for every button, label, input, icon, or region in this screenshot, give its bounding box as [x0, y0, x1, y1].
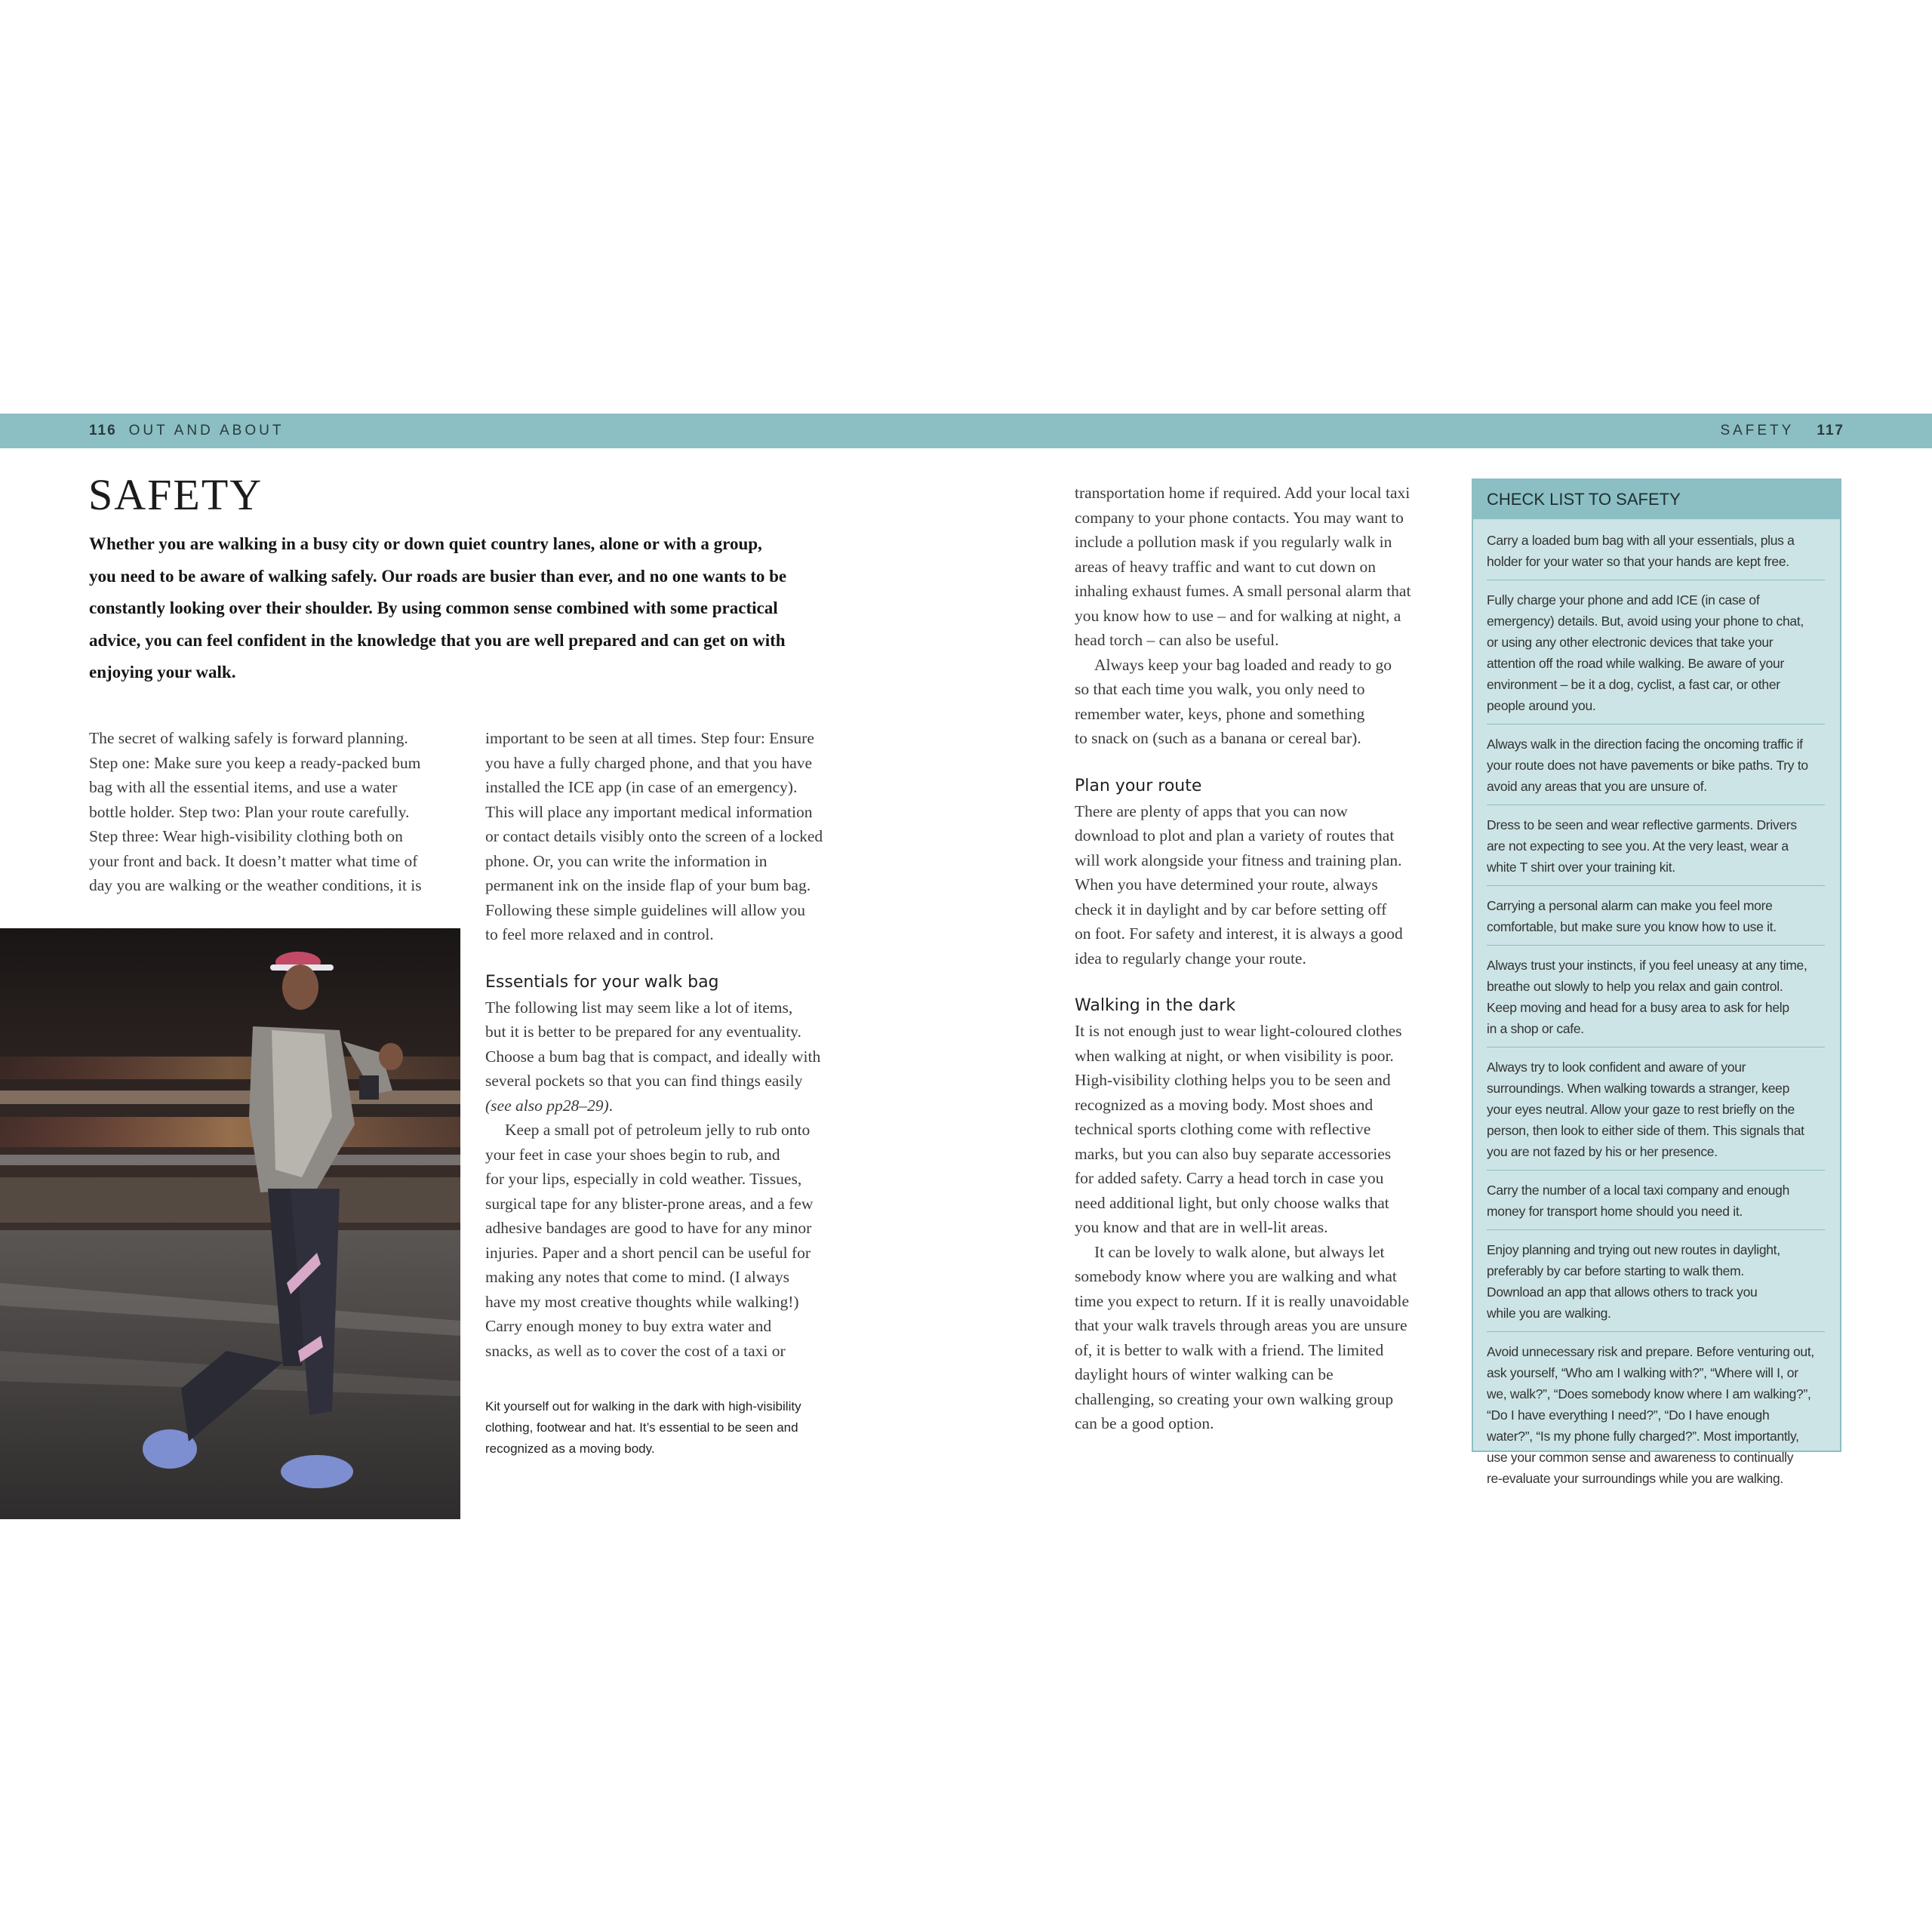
- safety-checklist-box: [1472, 478, 1841, 1486]
- text-line: in a shop or cafe.: [1487, 1021, 1584, 1036]
- text-line: have my most creative thoughts while walking!): [485, 1292, 799, 1311]
- checklist-item: [1487, 589, 1825, 724]
- text-line: you have a fully charged phone, and that you have: [485, 753, 813, 772]
- body-paragraph: [1075, 799, 1452, 971]
- text-line: Step one: Make sure you keep a ready-packed bum: [89, 753, 421, 772]
- text-line: we, walk?”, “Does somebody know where I am walking?”,: [1487, 1386, 1811, 1401]
- text-line: adhesive bandages are good to have for any minor: [485, 1219, 812, 1237]
- left-page-number: 116: [89, 423, 117, 438]
- text-line: are not expecting to see you. At the very least, wear a: [1487, 838, 1789, 854]
- body-paragraph: [485, 995, 859, 1118]
- text-line: emergency) details. But, avoid using your phone to chat,: [1487, 614, 1804, 629]
- text-line: ask yourself, “Who am I walking with?”, “Where will I, or: [1487, 1365, 1798, 1380]
- checklist-item: [1487, 1239, 1825, 1332]
- text-line: Avoid unnecessary risk and prepare. Before venturing out,: [1487, 1344, 1814, 1359]
- text-line: Fully charge your phone and add ICE (in case of: [1487, 592, 1760, 608]
- text-line: areas of heavy traffic and want to cut down on: [1075, 557, 1376, 576]
- text-line: your route does not have pavements or bike paths. Try to: [1487, 758, 1808, 773]
- checklist-item: [1487, 895, 1825, 946]
- text-line: use your common sense and awareness to continually: [1487, 1450, 1794, 1465]
- text-line: When you have determined your route, always: [1075, 875, 1378, 894]
- text-line: making any notes that come to mind. (I always: [485, 1268, 790, 1286]
- text-line: “Do I have everything I need?”, “Do I have enough: [1487, 1407, 1770, 1423]
- text-line: white T shirt over your training kit.: [1487, 860, 1675, 875]
- text-line: environment – be it a dog, cyclist, a fast car, or other: [1487, 677, 1780, 692]
- text-line: so that each time you walk, you only need to: [1075, 680, 1365, 698]
- text-line: Keep a small pot of petroleum jelly to rub onto: [505, 1121, 811, 1139]
- text-line: recognized as a moving body.: [485, 1441, 655, 1456]
- text-line: recognized as a moving body. Most shoes and: [1075, 1095, 1374, 1114]
- body-column-2: [485, 726, 859, 1363]
- text-line: several pockets so that you can find things easily: [485, 1072, 803, 1090]
- text-line: attention off the road while walking. Be aware of your: [1487, 656, 1784, 671]
- text-line: your eyes neutral. Allow your gaze to rest briefly on the: [1487, 1102, 1795, 1117]
- photo-caption: [485, 1396, 840, 1460]
- body-paragraph: [1075, 481, 1452, 653]
- text-line: Always walk in the direction facing the oncoming traffic if: [1487, 737, 1803, 752]
- text-line: breathe out slowly to help you relax and gain control.: [1487, 979, 1783, 994]
- right-running-head: [1720, 414, 1844, 448]
- text-line: but it is better to be prepared for any eventuality.: [485, 1023, 801, 1041]
- text-line: or contact details visibly onto the screen of a locked: [485, 827, 823, 845]
- text-line: you know and that are in well-lit areas.: [1075, 1218, 1328, 1236]
- body-paragraph: [1075, 1240, 1452, 1436]
- text-line: inhaling exhaust fumes. A small personal alarm that: [1075, 582, 1411, 600]
- body-column-1: [89, 726, 459, 898]
- text-line: remember water, keys, phone and something: [1075, 704, 1365, 723]
- checklist-title: CHECK LIST TO SAFETY: [1473, 480, 1840, 519]
- text-line: can be a good option.: [1075, 1414, 1214, 1432]
- text-line: surroundings. When walking towards a stranger, keep: [1487, 1081, 1790, 1096]
- checklist-item: [1487, 1057, 1825, 1171]
- text-line: you need to be aware of walking safely. Our roads are busier than ever, and no one wants to be: [89, 566, 787, 586]
- text-line: somebody know where you are walking and what: [1075, 1267, 1397, 1285]
- checklist-item: [1487, 1180, 1825, 1230]
- text-line: High-visibility clothing helps you to be seen and: [1075, 1071, 1391, 1089]
- text-line: transportation home if required. Add your local taxi: [1075, 484, 1411, 502]
- checklist-item: [1487, 814, 1825, 886]
- text-line: technical sports clothing come with reflective: [1075, 1120, 1371, 1138]
- night-walker-photo: [0, 928, 460, 1519]
- text-line: snacks, as well as to cover the cost of a taxi or: [485, 1341, 786, 1360]
- text-line: avoid any areas that you are unsure of.: [1487, 779, 1707, 794]
- text-line: Following these simple guidelines will allow you: [485, 900, 805, 919]
- text-line: include a pollution mask if you regularly walk in: [1075, 533, 1392, 551]
- body-column-3: [1075, 481, 1452, 1436]
- text-line: It is not enough just to wear light-coloured clothes: [1075, 1022, 1402, 1040]
- text-line: Kit yourself out for walking in the dark with high-visibility: [485, 1399, 801, 1414]
- text-line: The secret of walking safely is forward planning.: [89, 729, 408, 747]
- text-line: injuries. Paper and a short pencil can be useful for: [485, 1243, 811, 1262]
- text-line: permanent ink on the inside flap of your bum bag.: [485, 876, 811, 894]
- text-line: day you are walking or the weather conditions, it is: [89, 876, 422, 894]
- text-line: phone. Or, you can write the information in: [485, 851, 768, 870]
- text-line: need additional light, but only choose walks that: [1075, 1193, 1389, 1212]
- text-line: water?”, “Is my phone fully charged?”. Most importantly,: [1487, 1429, 1799, 1444]
- text-line: Always keep your bag loaded and ready to go: [1094, 655, 1392, 674]
- text-line: important to be seen at all times. Step four: Ensure: [485, 729, 814, 747]
- text-line: will work alongside your fitness and training plan.: [1075, 851, 1402, 869]
- text-line: you know how to use – and for walking at night, a: [1075, 606, 1401, 625]
- checklist-item: [1487, 955, 1825, 1048]
- text-line: The following list may seem like a lot of items,: [485, 998, 793, 1017]
- text-line: Whether you are walking in a busy city or down quiet country lanes, alone or with a group,: [89, 534, 762, 553]
- text-line: Carry enough money to buy extra water and: [485, 1317, 772, 1335]
- text-line: Carry the number of a local taxi company and enough: [1487, 1183, 1790, 1198]
- text-line: bottle holder. Step two: Plan your route carefully.: [89, 802, 410, 821]
- left-section-title: OUT AND ABOUT: [128, 423, 285, 438]
- text-line: marks, but you can also buy separate accessories: [1075, 1144, 1392, 1163]
- text-line: time you expect to return. If it is really unavoidable: [1075, 1291, 1409, 1310]
- text-line: This will place any important medical information: [485, 802, 813, 821]
- text-line: download to plot and plan a variety of routes that: [1075, 826, 1395, 844]
- text-line: that your walk travels through areas you are unsure: [1075, 1316, 1407, 1334]
- text-line: you are not fazed by his or her presence.: [1487, 1144, 1718, 1159]
- text-line: Dress to be seen and wear reflective garments. Drivers: [1487, 817, 1797, 832]
- text-line: while you are walking.: [1487, 1306, 1611, 1321]
- body-paragraph: [485, 726, 859, 947]
- header-band: [0, 414, 1932, 448]
- text-line: of, it is better to walk with a friend. The limited: [1075, 1340, 1384, 1359]
- text-line: bag with all the essential items, and use a water: [89, 778, 398, 796]
- text-line: There are plenty of apps that you can now: [1075, 801, 1348, 820]
- checklist-item: [1487, 530, 1825, 580]
- text-line: Always trust your instincts, if you feel uneasy at any time,: [1487, 958, 1807, 973]
- text-line: Keep moving and head for a busy area to ask for help: [1487, 1000, 1789, 1015]
- text-line: clothing, footwear and hat. It’s essential to be seen and: [485, 1420, 798, 1435]
- text-line: or using any other electronic devices that take your: [1487, 635, 1774, 650]
- text-line: people around you.: [1487, 698, 1596, 713]
- subheading-walking-dark: Walking in the dark: [1075, 996, 1236, 1015]
- text-line: idea to regularly change your route.: [1075, 949, 1306, 968]
- text-line: check it in daylight and by car before setting off: [1075, 900, 1387, 918]
- text-line: constantly looking over their shoulder. By using common sense combined with some practical: [89, 598, 778, 617]
- text-line: Carry a loaded bum bag with all your essentials, plus a: [1487, 533, 1795, 548]
- text-line: company to your phone contacts. You may want to: [1075, 508, 1404, 527]
- right-section-title: SAFETY: [1720, 423, 1795, 438]
- text-line: person, then look to either side of them. This signals that: [1487, 1123, 1804, 1138]
- text-line: to feel more relaxed and in control.: [485, 925, 714, 943]
- left-running-head: [89, 414, 284, 448]
- right-page-number: 117: [1817, 423, 1844, 438]
- checklist-items: [1473, 519, 1840, 1497]
- checklist-item: [1487, 1341, 1825, 1497]
- subheading-plan-route: Plan your route: [1075, 776, 1202, 795]
- text-line: your feet in case your shoes begin to rub, and: [485, 1145, 780, 1164]
- text-line: daylight hours of winter walking can be: [1075, 1365, 1334, 1383]
- text-line: for your lips, especially in cold weather. Tissues,: [485, 1170, 802, 1188]
- text-line: challenging, so creating your own walking group: [1075, 1389, 1394, 1408]
- text-line: Enjoy planning and trying out new routes in daylight,: [1487, 1242, 1780, 1257]
- body-paragraph: [89, 726, 459, 898]
- text-line: preferably by car before starting to walk them.: [1487, 1263, 1744, 1278]
- text-line: installed the ICE app (in case of an emergency).: [485, 778, 798, 796]
- text-line: comfortable, but make sure you know how to use it.: [1487, 919, 1777, 934]
- text-line: your front and back. It doesn’t matter what time of: [89, 851, 418, 870]
- text-line: enjoying your walk.: [89, 663, 236, 681]
- text-line: Choose a bum bag that is compact, and ideally with: [485, 1047, 821, 1066]
- text-line: head torch – can also be useful.: [1075, 631, 1279, 649]
- intro-paragraph: [89, 528, 829, 689]
- text-line: surgical tape for any blister-prone areas, and a few: [485, 1194, 814, 1213]
- text-line: for added safety. Carry a head torch in case you: [1075, 1169, 1384, 1187]
- text-line: money for transport home should you need it.: [1487, 1204, 1743, 1219]
- text-line: re-evaluate your surroundings while you are walking.: [1487, 1471, 1783, 1486]
- text-line: when walking at night, or when visibility is poor.: [1075, 1046, 1394, 1065]
- body-paragraph: [485, 1118, 859, 1363]
- cross-reference: (see also pp28–29): [485, 1096, 609, 1115]
- text-line: on foot. For safety and interest, it is always a good: [1075, 924, 1403, 943]
- text-line: Download an app that allows others to track you: [1487, 1284, 1758, 1300]
- text-line: holder for your water so that your hands are kept free.: [1487, 554, 1789, 569]
- text-line: It can be lovely to walk alone, but always let: [1094, 1242, 1385, 1261]
- body-paragraph: [1075, 1019, 1452, 1240]
- page-title: SAFETY: [88, 470, 263, 519]
- text-line: to snack on (such as a banana or cereal bar).: [1075, 729, 1361, 747]
- text-line: Step three: Wear high-visibility clothing both on: [89, 827, 403, 845]
- text-line: Always try to look confident and aware of your: [1487, 1060, 1746, 1075]
- checklist-item: [1487, 734, 1825, 805]
- subheading-essentials: Essentials for your walk bag: [485, 972, 719, 992]
- text-line: Carrying a personal alarm can make you feel more: [1487, 898, 1773, 913]
- text-line: .: [608, 1096, 613, 1115]
- body-paragraph: [1075, 653, 1452, 751]
- text-line: advice, you can feel confident in the knowledge that you are well prepared and can get on with: [89, 630, 786, 650]
